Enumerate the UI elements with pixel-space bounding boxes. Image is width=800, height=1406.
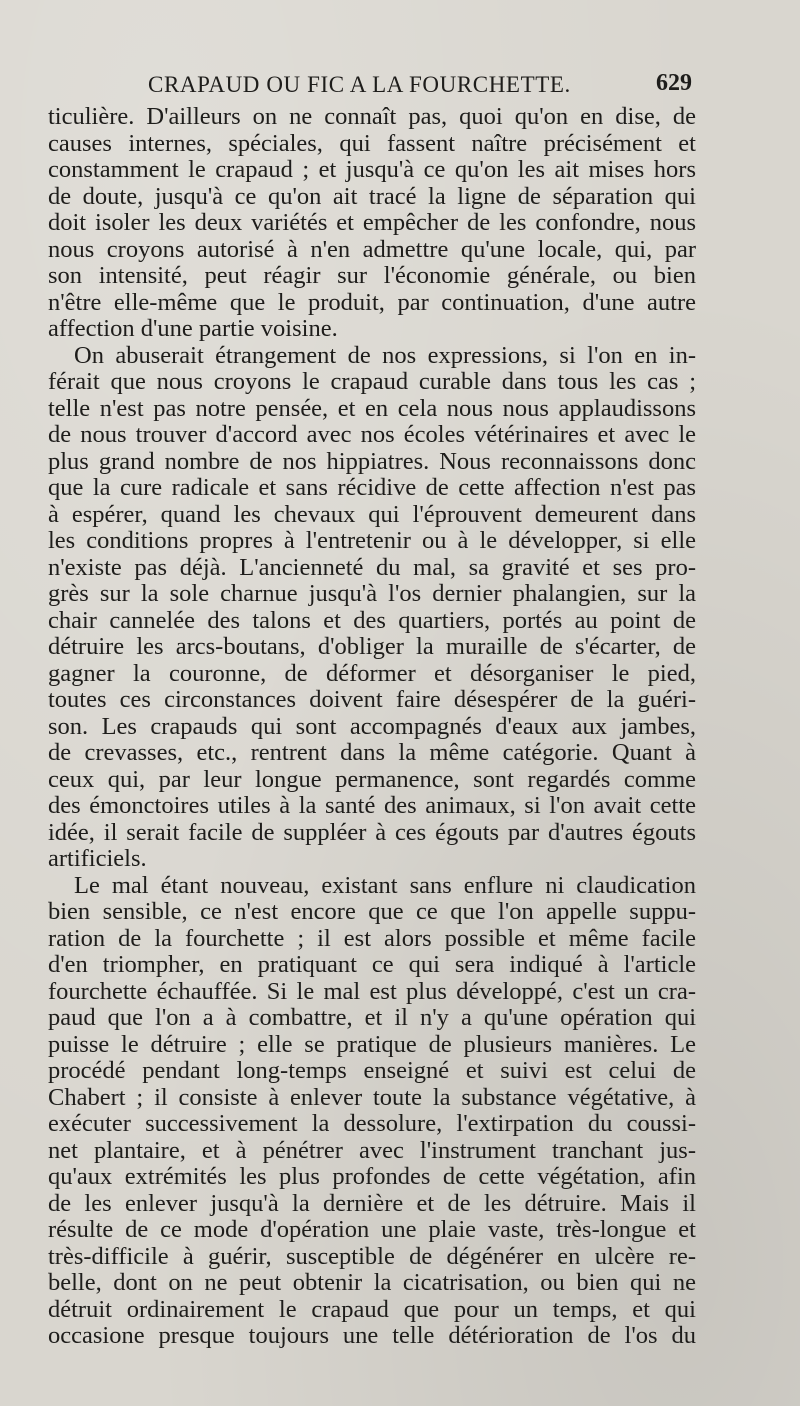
text-line: causes internes, spéciales, qui fassent naître précisément et [48, 130, 696, 157]
text-line: Le mal étant nouveau, existant sans enflure ni claudication [74, 872, 696, 899]
text-line: d'en triompher, en pratiquant ce qui sera indiqué à l'article [48, 952, 696, 978]
text-line: à espérer, quand les chevaux qui l'éprouvent demeurent dans [48, 501, 696, 528]
text-line: affection d'une partie voisine. [48, 316, 338, 342]
text-line: son. Les crapauds qui sont accompagnés d'eaux aux jambes, [48, 713, 696, 740]
text-line: résulte de ce mode d'opération une plaie vaste, très-longue et [48, 1217, 696, 1243]
page-number: 629 [656, 70, 692, 96]
text-line: des émonctoires utiles à la santé des animaux, si l'on avait cette [48, 793, 696, 819]
text-line: chair cannelée des talons et des quartiers, portés au point de [48, 607, 696, 634]
text-line: ceux qui, par leur longue permanence, sont regardés comme [48, 766, 696, 793]
text-line: paud que l'on a à combattre, et il n'y a qu'une opération qui [48, 1005, 696, 1031]
text-line: de crevasses, etc., rentrent dans la même catégorie. Quant à [48, 740, 696, 766]
text-line: nous croyons autorisé à n'en admettre qu'une locale, qui, par [48, 236, 696, 263]
text-line: belle, dont on ne peut obtenir la cicatrisation, ou bien qui ne [48, 1270, 696, 1296]
text-line: très-difficile à guérir, susceptible de dégénérer en ulcère re- [48, 1243, 696, 1270]
text-line: qu'aux extrémités les plus profondes de cette végétation, afin [48, 1164, 696, 1190]
text-line: les conditions propres à l'entretenir ou à le développer, si elle [48, 528, 696, 554]
text-line: doit isoler les deux variétés et empêcher de les confondre, nous [48, 210, 696, 236]
text-line: telle n'est pas notre pensée, et en cela nous nous applaudissons [48, 395, 696, 422]
text-line: bien sensible, ce n'est encore que ce que l'on appelle suppu- [48, 899, 696, 925]
text-line: ration de la fourchette ; il est alors possible et même facile [48, 925, 696, 952]
text-line: gagner la couronne, de déformer et désorganiser le pied, [48, 660, 696, 687]
body-text [48, 104, 696, 1350]
text-line: net plantaire, et à pénétrer avec l'instrument tranchant jus- [48, 1137, 696, 1164]
text-line: n'existe pas déjà. L'ancienneté du mal, sa gravité et ses pro- [48, 554, 696, 581]
text-line: férait que nous croyons le crapaud curable dans tous les cas ; [48, 369, 696, 395]
text-line: On abuserait étrangement de nos expressions, si l'on en in- [74, 342, 696, 369]
text-line: exécuter successivement la dessolure, l'extirpation du coussi- [48, 1111, 696, 1137]
text-line: puisse le détruire ; elle se pratique de plusieurs manières. Le [48, 1031, 696, 1058]
text-line: occasione presque toujours une telle détérioration de l'os du [48, 1323, 696, 1349]
text-line: toutes ces circonstances doivent faire désespérer de la guéri- [48, 687, 696, 713]
text-line: grès sur la sole charnue jusqu'à l'os dernier phalangien, sur la [48, 581, 696, 607]
text-line: artificiels. [48, 846, 147, 872]
text-line: plus grand nombre de nos hippiatres. Nous reconnaissons donc [48, 448, 696, 475]
running-head: CRAPAUD OU FIC A LA FOURCHETTE. [148, 72, 571, 97]
text-line: de doute, jusqu'à ce qu'on ait tracé la ligne de séparation qui [48, 183, 696, 210]
text-line: idée, il serait facile de suppléer à ces égouts par d'autres égouts [48, 819, 696, 846]
text-line: que la cure radicale et sans récidive de cette affection n'est pas [48, 475, 696, 501]
text-line: détruire les arcs-boutans, d'obliger la muraille de s'écarter, de [48, 634, 696, 660]
text-line: ticulière. D'ailleurs on ne connaît pas, quoi qu'on en dise, de [48, 104, 696, 130]
text-line: de les enlever jusqu'à la dernière et de les détruire. Mais il [48, 1190, 696, 1217]
page-header [48, 66, 696, 102]
text-line: Chabert ; il consiste à enlever toute la substance végétative, à [48, 1084, 696, 1111]
text-line: n'être elle-même que le produit, par continuation, d'une autre [48, 289, 696, 316]
text-line: fourchette échauffée. Si le mal est plus développé, c'est un cra- [48, 978, 696, 1005]
text-line: procédé pendant long-temps enseigné et suivi est celui de [48, 1058, 696, 1084]
text-line: détruit ordinairement le crapaud que pour un temps, et qui [48, 1296, 696, 1323]
text-line: constamment le crapaud ; et jusqu'à ce qu'on les ait mises hors [48, 157, 696, 183]
text-line: de nous trouver d'accord avec nos écoles vétérinaires et avec le [48, 422, 696, 448]
text-line: son intensité, peut réagir sur l'économie générale, ou bien [48, 263, 696, 289]
